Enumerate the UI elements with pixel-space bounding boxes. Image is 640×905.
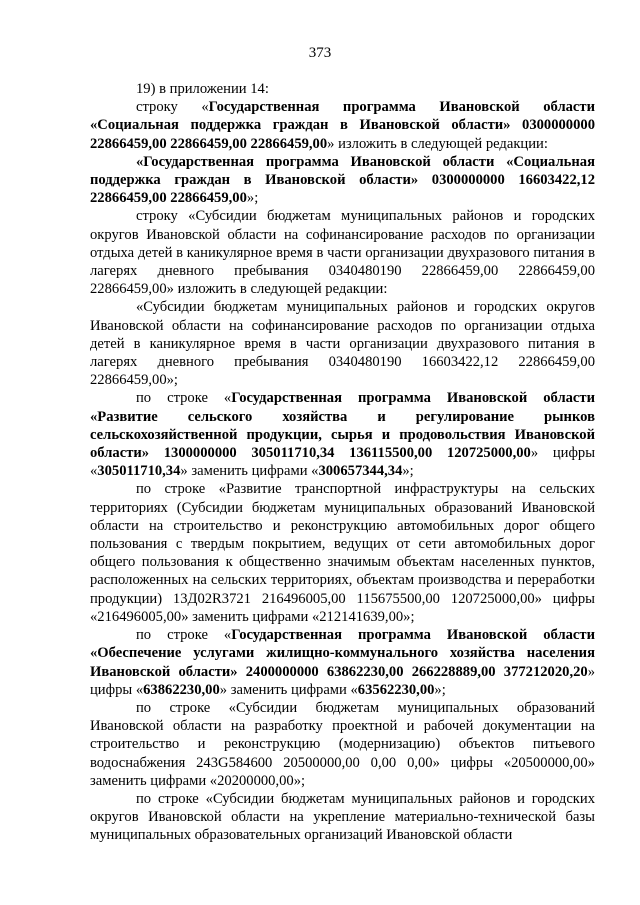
text-segment: »;: [246, 190, 259, 207]
bold-text-segment: Государственная программа Ивановской области «Развитие сельского хозяйства и регулирование рынков сельскохозяйственной продукции, сырья и продовольствия Ивановской области» 1300000000 305011710,34 136115500,00 120725000,00: [90, 390, 595, 462]
bold-text-segment: Государственная программа Ивановской области «Обеспечение услугами жилищно-коммунального хозяйства населения Ивановской области» 2400000000 63862230,00 266228889,00 377212020,20: [90, 627, 595, 680]
paragraph: [90, 790, 595, 845]
paragraph: [90, 699, 595, 790]
text-segment: » цифры «: [90, 663, 595, 698]
paragraph: [90, 389, 595, 480]
text-segment: по строке «: [136, 390, 232, 407]
text-segment: » изложить в следующей редакции:: [327, 135, 548, 152]
text-segment: 19) в приложении 14:: [136, 81, 269, 97]
bold-text-segment: «Государственная программа Ивановской области «Социальная поддержка граждан в Ивановской области» 0300000000 16603422,12 22866459,00 22866459,00: [90, 153, 595, 207]
text-segment: »;: [402, 463, 414, 480]
bold-text-segment: 300657344,34: [318, 463, 403, 480]
paragraph: [90, 98, 595, 153]
document-body: [90, 80, 595, 845]
text-segment: строку «Субсидии бюджетам муниципальных районов и городских округов Ивановской области на софинансирование расходов по организации отдыха детей в каникулярное время в части организации двухразового питания в лагерях дневного пребывания 0340480190 22866459,00 22866459,00 22866459,00» изложить в следующей редакции:: [90, 208, 595, 298]
text-segment: »;: [434, 681, 446, 698]
text-segment: » заменить цифрами «: [180, 463, 319, 480]
text-segment: по строке «Субсидии бюджетам муниципальных районов и городских округов Ивановской области на укрепление материально-технической базы муниципальных образовательных организаций Ивановской области: [90, 790, 595, 844]
paragraph: [90, 480, 595, 626]
bold-text-segment: 63562230,00: [357, 681, 435, 698]
text-segment: строку «: [136, 99, 209, 116]
text-segment: по строке «Субсидии бюджетам муниципальных образований Ивановской области на разработку проектной и рабочей документации на строительство и реконструкцию (модернизацию) объектов питьевого водоснабжения 243G584600 20500000,00 0,00 0,00» цифры «20500000,00» заменить цифрами «20200000,00»;: [90, 699, 595, 789]
text-segment: » заменить цифрами «: [219, 681, 358, 698]
bold-text-segment: 63862230,00: [143, 681, 220, 698]
bold-text-segment: 305011710,34: [97, 463, 181, 480]
bold-text-segment: Государственная программа Ивановской области «Социальная поддержка граждан в Ивановской области» 0300000000 22866459,00 22866459,00 22866459,00: [90, 99, 595, 152]
paragraph: [90, 153, 595, 208]
text-segment: по строке «: [136, 627, 232, 644]
text-segment: по строке «Развитие транспортной инфраструктуры на сельских территориях (Субсидии бюджетам муниципальных образований Ивановской области на строительство и реконструкцию автомобильных дорог общего пользования с твердым покрытием, ведущих от сети автомобильных дорог общего пользования к общественно значимым объектам населенных пунктов, расположенных на сельских территориях, объектам производства и переработки продукции) 13Д02R3721 216496005,00 115675500,00 120725000,00» цифры «216496005,00» заменить цифрами «212141639,00»;: [90, 481, 595, 625]
paragraph: [90, 298, 595, 389]
page-number: 373: [308, 45, 332, 61]
text-segment: » цифры «: [90, 445, 596, 480]
paragraph: [90, 626, 595, 699]
text-segment: «Субсидии бюджетам муниципальных районов и городских округов Ивановской области на софинансирование расходов по организации отдыха детей в каникулярное время в части организации двухразового питания в лагерях дневного пребывания 0340480190 16603422,12 22866459,00 22866459,00»;: [90, 299, 595, 389]
paragraph: [90, 207, 595, 298]
paragraph: [90, 80, 595, 98]
